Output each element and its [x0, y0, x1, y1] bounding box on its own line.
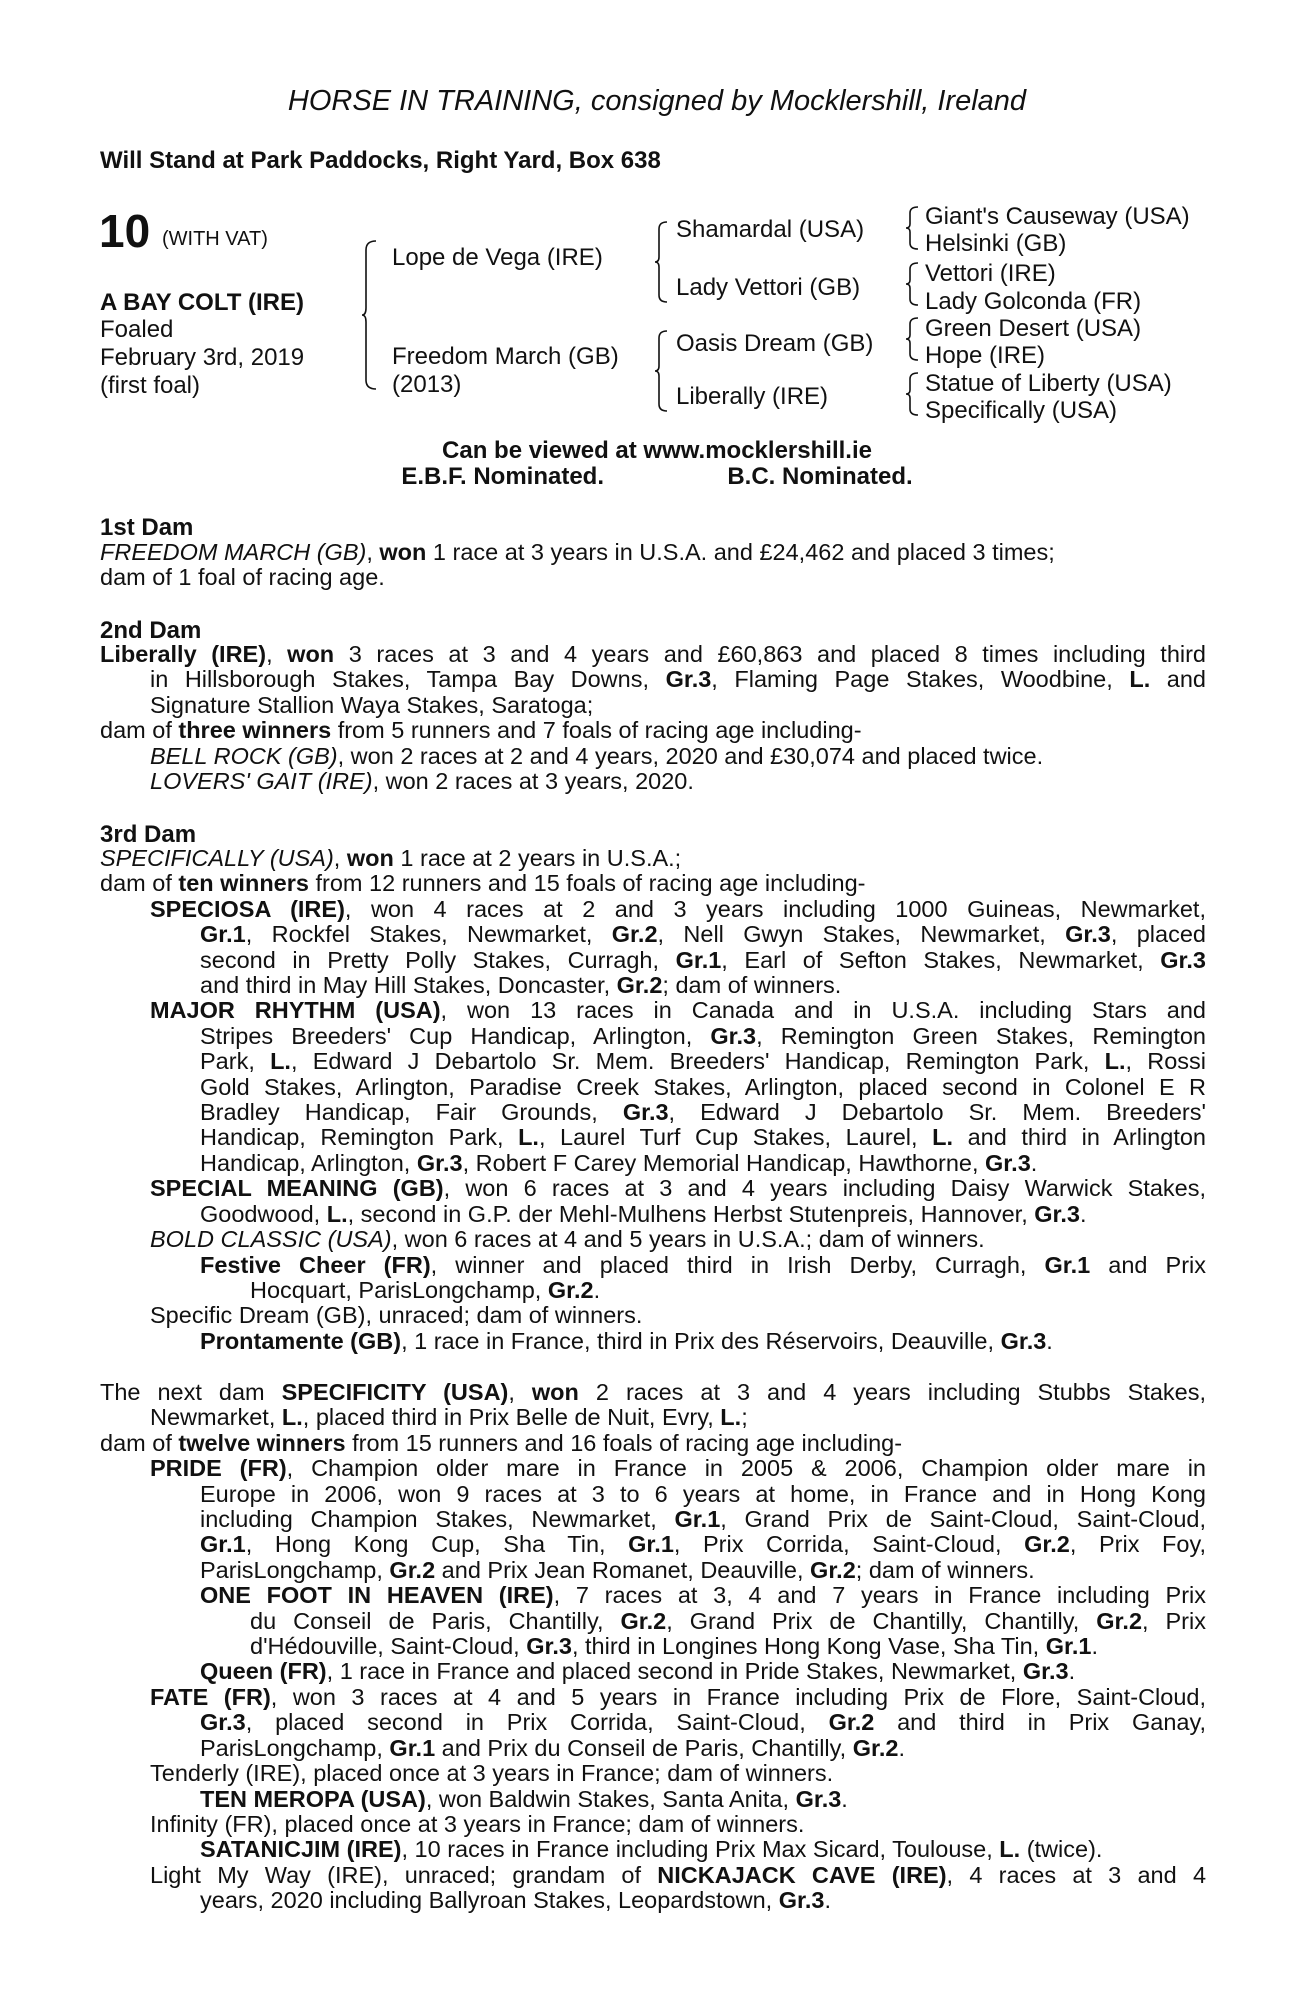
fourth-dam-text: The next dam SPECIFICITY (USA), won 2 races at 3 and 4 years including Stubbs Stakes, Newmarket, L., placed third in Prix Belle de Nuit, Evry, L.; dam of twelve winners from 15 runners and 16 foals of racing age including- PRIDE (FR), Champion older mare in France in 2005 & 2006, Champion older mare in Europe in 2006, won 9 races at 3 to 6 years at home, in France and in Hong Kong including Champion Stakes, Newmarket, Gr.1, Grand Prix de Saint-Cloud, Saint-Cloud, Gr.1, Hong Kong Cup, Sha Tin, Gr.1, Prix Corrida, Saint-Cloud, Gr.2, Prix Foy, ParisLongchamp, Gr.2 and Prix Jean Romanet, Deauville, Gr.2; dam of winners. ONE FOOT IN HEAVEN (IRE), 7 races at 3, 4 and 7 years in France including Prix du Conseil de Paris, Chantilly, Gr.2, Grand Prix de Chantilly, Chantilly, Gr.2, Prix d'Hédouville, Saint-Cloud, Gr.3, third in Longines Hong Kong Vase, Sha Tin, Gr.1. Queen (FR), 1 race in France and placed second in Pride Stakes, Newmarket, Gr.3. FATE (FR), won 3 races at 4 and 5 years in France including Prix de Flore, Saint-Cloud, Gr.3, placed second in Prix Corrida, Saint-Cloud, Gr.2 and third in Prix Ganay, ParisLongchamp, Gr.1 and Prix du Conseil de Paris, Chantilly, Gr.2. Tenderly (IRE), placed once at 3 years in France; dam of winners. TEN MEROPA (USA), won Baldwin Stakes, Santa Anita, Gr.3. Infinity (FR), placed once at 3 years in France; dam of winners. SATANICJIM (IRE), 10 races in France including Prix Max Sicard, Toulouse, L. (twice). Light My Way (IRE), unraced; grandam of NICKAJACK CAVE (IRE), 4 races at 3 and 4 years, 2020 including Ballyroan Stakes, Leopardstown, Gr.3. [100, 1379, 1207, 1914]
pedigree-g3: Vettori (IRE) [925, 260, 1056, 287]
pedigree-g7: Statue of Liberty (USA) [925, 370, 1172, 397]
pedigree-dam-sire: Oasis Dream (GB) [676, 330, 874, 357]
nominations [0, 463, 1314, 491]
bc-nominated: B.C. Nominated. [727, 463, 913, 490]
foaled-date: February 3rd, 2019 [100, 344, 305, 371]
pedigree-sire-dam: Lady Vettori (GB) [676, 274, 861, 301]
pedigree-g4: Lady Golconda (FR) [925, 288, 1142, 315]
first-dam-heading: 1st Dam [100, 514, 194, 541]
pedigree-sire: Lope de Vega (IRE) [392, 244, 603, 271]
pedigree-bracket-main [362, 240, 378, 390]
ebf-nominated: E.B.F. Nominated. [401, 463, 604, 490]
pedigree-bracket-g4 [906, 372, 920, 416]
third-dam-text: SPECIFICALLY (USA), won 1 race at 2 years in U.S.A.; dam of ten winners from 12 runners and 15 foals of racing age including- SPECIOSA (IRE), won 4 races at 2 and 3 years including 1000 Guineas, Newmarket, Gr.1, Rockfel Stakes, Newmarket, Gr.2, Nell Gwyn Stakes, Newmarket, Gr.3, placed second in Pretty Polly Stakes, Curragh, Gr.1, Earl of Sefton Stakes, Newmarket, Gr.3 and third in May Hill Stakes, Doncaster, Gr.2; dam of winners. MAJOR RHYTHM (USA), won 13 races in Canada and in U.S.A. including Stars and Stripes Breeders' Cup Handicap, Arlington, Gr.3, Remington Green Stakes, Remington Park, L., Edward J Debartolo Sr. Mem. Breeders' Handicap, Remington Park, L., Rossi Gold Stakes, Arlington, Paradise Creek Stakes, Arlington, placed second in Colonel E R Bradley Handicap, Fair Grounds, Gr.3, Edward J Debartolo Sr. Mem. Breeders' Handicap, Remington Park, L., Laurel Turf Cup Stakes, Laurel, L. and third in Arlington Handicap, Arlington, Gr.3, Robert F Carey Memorial Handicap, Hawthorne, Gr.3. SPECIAL MEANING (GB), won 6 races at 3 and 4 years including Daisy Warwick Stakes, Goodwood, L., second in G.P. der Mehl-Mulhens Herbst Stutenpreis, Hannover, Gr.3. BOLD CLASSIC (USA), won 6 races at 4 and 5 years in U.S.A.; dam of winners. Festive Cheer (FR), winner and placed third in Irish Derby, Curragh, Gr.1 and Prix Hocquart, ParisLongchamp, Gr.2. Specific Dream (GB), unraced; dam of winners. Prontamente (GB), 1 race in France, third in Prix des Réservoirs, Deauville, Gr.3. [100, 845, 1207, 1354]
pedigree-dam: Freedom March (GB) [392, 343, 619, 370]
pedigree-dam-dam: Liberally (IRE) [676, 383, 829, 410]
pedigree-g5: Green Desert (USA) [925, 315, 1142, 342]
lot-description: A BAY COLT (IRE) [100, 289, 305, 316]
third-dam-heading: 3rd Dam [100, 821, 197, 848]
pedigree-bracket-g2 [906, 262, 920, 306]
stand-location: Will Stand at Park Paddocks, Right Yard, Box 638 [100, 147, 661, 174]
first-foal-note: (first foal) [100, 372, 201, 399]
pedigree-sire-sire: Shamardal (USA) [676, 216, 865, 243]
pedigree-bracket-dam [655, 330, 669, 412]
viewing-notice: Can be viewed at www.mocklershill.ie [442, 437, 872, 464]
second-dam-heading: 2nd Dam [100, 617, 202, 644]
pedigree-dam-year: (2013) [392, 371, 462, 398]
first-dam-text: FREEDOM MARCH (GB), won 1 race at 3 years in U.S.A. and £24,462 and placed 3 times; dam of 1 foal of racing age. [100, 539, 1055, 591]
lot-number: 10 [99, 205, 151, 257]
second-dam-text: Liberally (IRE), won 3 races at 3 and 4 years and £60,863 and placed 8 times including third in Hillsborough Stakes, Tampa Bay Downs, Gr.3, Flaming Page Stakes, Woodbine, L. and Signature Stallion Waya Stakes, Saratoga; dam of three winners from 5 runners and 7 foals of racing age including- BELL ROCK (GB), won 2 races at 2 and 4 years, 2020 and £30,074 and placed twice. LOVERS' GAIT (IRE), won 2 races at 3 years, 2020. [100, 641, 1207, 795]
vat-note: (WITH VAT) [162, 228, 268, 250]
pedigree-g2: Helsinki (GB) [925, 230, 1067, 257]
pedigree-g6: Hope (IRE) [925, 342, 1046, 369]
pedigree-g8: Specifically (USA) [925, 397, 1118, 424]
foaled-info [100, 316, 304, 400]
pedigree-bracket-g1 [906, 206, 920, 250]
pedigree-g1: Giant's Causeway (USA) [925, 203, 1190, 230]
pedigree-bracket-sire [655, 221, 669, 303]
pedigree-bracket-g3 [906, 317, 920, 361]
page-title: HORSE IN TRAINING, consigned by Mocklershill, Ireland [287, 85, 1027, 117]
foaled-label: Foaled [100, 316, 174, 343]
